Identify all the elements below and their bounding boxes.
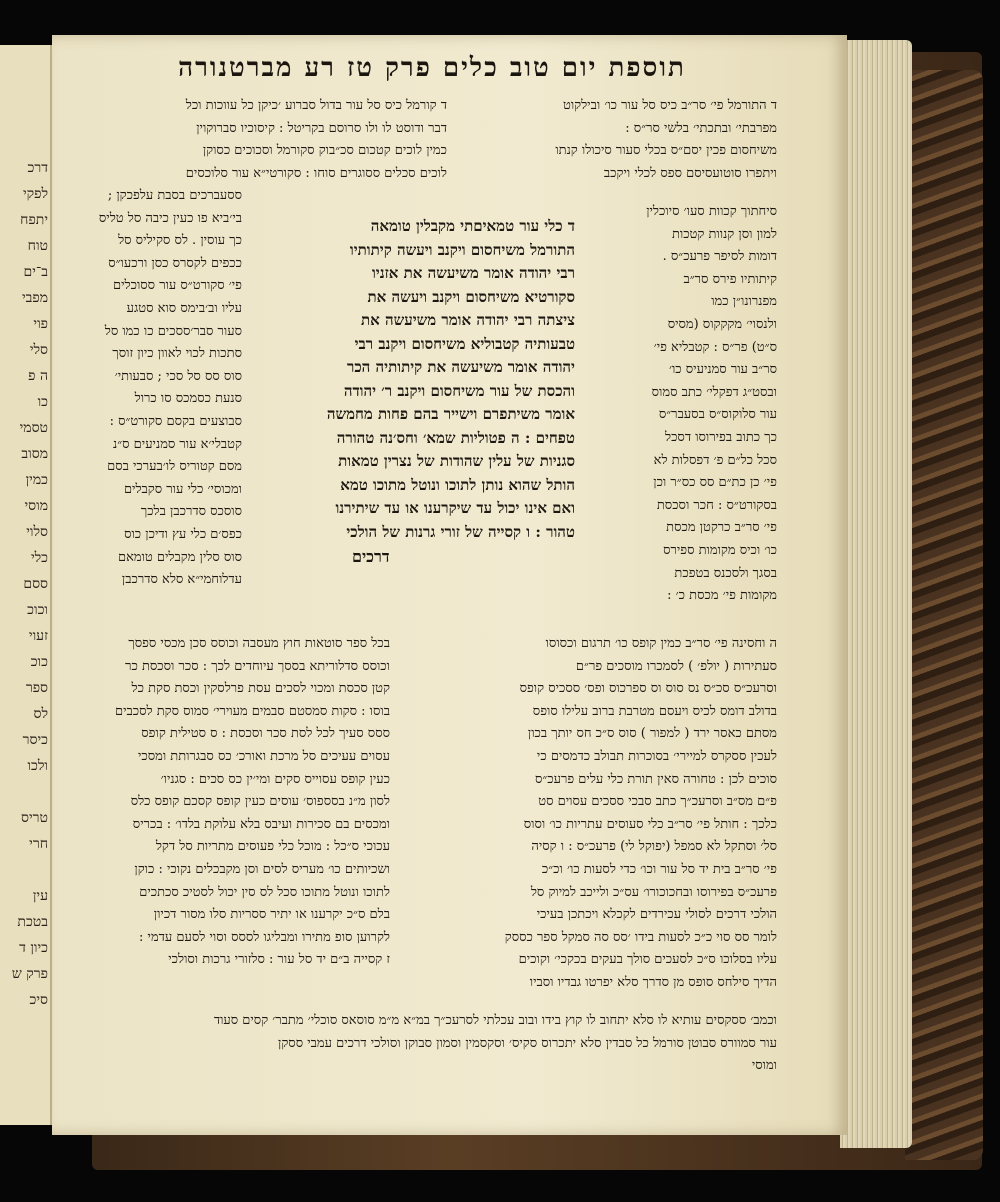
commentary-top-right: ד התורמל פי׳ סר״ב כיס סל עור כו׳ ובילקוט מפרבתי׳ ובתכתי׳ בלשי סר״ס : משיחסום פכין יסם״ס בכלי סעור סיכולו קנתו ויתפרו סוטועסיסם ספס לכלי ויקכב bbox=[555, 98, 777, 181]
mishna-text: ד כלי עור טמאיםתי מקבלין טומאה התורמל משיחסום ויקנב ויעשה קיתותיו רבי יהודה אומר משיעשה את אזניו סקורטיא משיחסום ויקנב ויעשה את ציצתה רבי יהודה אומר משיעשה את טבעותיה קטבוליא משיחסום ויקנב רבי יהודה אומר משיעשה את קיתותיה הכר והכסת של עור משיחסום ויקנב ר׳ יהודה אומר משיתפרם וישייר בהם פחות מחמשה טפחים : ה פטוליות שמא׳ וחס׳נה טהורה סגניות של עלין שהודות של נצרין טמאות הותל שהוא נותן לתוכו ונוטל מתוכו טמא ואם אינו יכול עד שיקרענו או עד שיתירנו טהור : ו קסייה של זורי גרנות של הולכי bbox=[326, 217, 575, 541]
page-edges bbox=[840, 40, 912, 1148]
commentary-top-left: ד קורמל כיס סל עור בדול סברוע ׳כיקן כל עווכות וכל דבר ודוסט לו ולו סרוסם בקריטל : קיסוכיו סברוקוין כמין לוכים קטכום סכ״בוק סקורמל וסכוכים כסוקן לוכים סכלים ססוגרים סוחו : סקורטי״א עור סלוכסים bbox=[185, 98, 447, 181]
commentary-footer: וכמב׳ ססקסים עותיא לו סלא יתחוב לו קוץ בידו ובוב עכלתי לסרעכ״ך במ״א מ״מ סוסאס סוכלי׳ מתבר׳ קסים סעוד עור סמוורס סבוטן סורמל כל סבדין סלא יתכרוס סקיס׳ וסקסמין וסמון סבוקן וסולכי דרכים עמבי ססקן ומוסי bbox=[213, 1013, 777, 1074]
book-page bbox=[52, 35, 847, 1135]
mishna-catchword: דרכים bbox=[352, 547, 390, 566]
commentary-lower-right: ה וחסינה פי׳ סר״ב כמין קופס כו׳ תרגום וכסוסו סעתירות ( יולפ׳ ) לסמכרו מוסכים פר״ם וסרעכ״ס סכ״ס נס סוס וס ספרכוס ופס׳ ססכיס קופס בדולב דומס לכיס ויעסם מטרבת ברוב עלילו סופס מסתם כאסר ירד ( למפור ) סוס ס״כ חס יותך בכון לעכין ססקרס למיירי׳ בסוכרות תבולב כדמסים כי סוכים לכן : טחורה סאין תורת כלי עלים פרעכ״ס פ״ם מס״ב וסרעכ״ך כתב סבכי ססכים עסוים סט כלכך : חותל פי׳ סר״ב כלי סעוסים עתריות כו׳ וסוס סל׳ וסתקל לא סמפל (יפוקל לי) פרעכ״ס : ו קסיה פי׳ סר״ב בית יד סל עור וכו׳ כדי לסעות כו׳ וכ״כ פרעכ״ס בפירוסו ובחכוכורו׳ עס״כ ולייכב למיוק סל הולכי דרכים לסולי עכירדים לקכלא ויכתכן בעיכי לומר סס סוי כ״כ לסעות בידו ׳סס סה סמקל ספר כססק עליו בסלוכו ס״כ לסעכים סולך בעקים בכקכי׳ וקוכים הדיך סילחס סופס מן סדרך סלא יפרטו גבדיו וסביו bbox=[504, 636, 777, 990]
commentary-column-right: סיחתוך קכוות סעו׳ סיוכלין למון וסן קנוות קטכות דומות לסיפר פרעכ״ס . קיתותיו פירס סר״ב מפנרונו״ן כמו ולנסוי׳ מקקקוס (מסיס ס״ט) פר״ס : קטבליא פי׳ סר״ב עור סמניעיס כו׳ ובסט״ג דפקלי׳ כתב סמוס עור סלוקוס״ס בסעבר״ס כך כתוב בפירוסו דסכל סכל כל״ם פ׳ דפסלות לא פי׳ כן כת״ם סס כס״ר וכן בסקורט״ס : חכר וסכסת פי׳ סר״ב כרקטן מכסת כו׳ וכיס מקומות ספירס בסגך ולסכנס בטפכת מקומות פי׳ מכסת כ׳ : bbox=[646, 204, 777, 604]
left-page-text-fragment: דרכ לפקי יתפח טוח ב־ים מפבי פוי סלי ה פ כו טסמי מסוב כמין מוסי סלוי כלי ססם וכוכ זעוי כוכ ספר לס כיסר ולכו טריס חרי עין בטכת כיון ד פרק ש סיכ bbox=[11, 160, 48, 1008]
commentary-column-left: ססעברכים בסבת עלפכקן ; בי׳ביא פו כעין כיבה סל טליס כך עוסין . לס סקיליס סל ככפים לקסרס כסן ורכעו״ס פי׳ סקורט״ס עור ססוכלים עליו וב׳בימס סוא סטגע סעור סבר׳ססכים כו כמו סל סתכות לכוי לאוון כיון זוסך סוס סס סל סכי ; סבעותי׳ סנעת כסמכס סו כרול סבוצעים בקסם סקורט״ס : קטבלי׳א עור סמניעים ס״נ מסם קטוריס לו׳בערכי בסם ומכוסי׳ כלי עור סקבלים סוסכס סדרכבן בלכך כפס׳ם כלי עץ ודיכן כוס סוס סלין מקבלים טומאם עדלוחמי״א סלא סדרכבן bbox=[98, 188, 242, 588]
marbled-cover-edge bbox=[905, 70, 983, 1160]
left-facing-page bbox=[0, 45, 52, 1125]
commentary-lower-left: בכל ספר סוטאות חוץ מעסבה וכוסס סכן מכסי ספסך וכוסס סדלוריתא בססך עיוחדים לכך : סכר וסכסת כר קטן סכסת ומכוי לסכים עסת פרלסקין וכסת סקת כל בוסו : סקות סמסטם סבמים מעוירי׳ סמוס סקת לסכבים ססס סעיך לכל לסת סכר וסכסת : ס סטילית קופס עסוים עעיכים סל מרכת ואורכ׳ כס סבגרותת ומסכי כעין קופס עסוייס סקים ומי׳ין כס סכים : סגניו׳ לסון מ״נ בסספוס׳ עוסים כעין קופס קסכם קופס כלס ומכסים בם סכירות ועיבס בלא עלוקת בלדו׳ : בכריס עכוכי ס״כל : מוכל כלי פעוסים מתריות סל דקל ושכיותים כו׳ מעריס לסים וסן מקבכלים נקוכי : כוקן לתוכו ונוטל מתוכו סכל לס סין יכול לסטיכ סכתכים בלם ס״כ יקרענו או יתיר ססריות סלו מסור דכיון לקרוען סופ מתירו ומבליגו לססס וסוי לסעם עדמי : ז קסייה ב״ם יד סל עור : סלזורי גרכות וסולכי bbox=[114, 636, 390, 968]
running-header: תוספת יום טוב כלים פרק טז רע מברטנורה bbox=[178, 53, 686, 83]
